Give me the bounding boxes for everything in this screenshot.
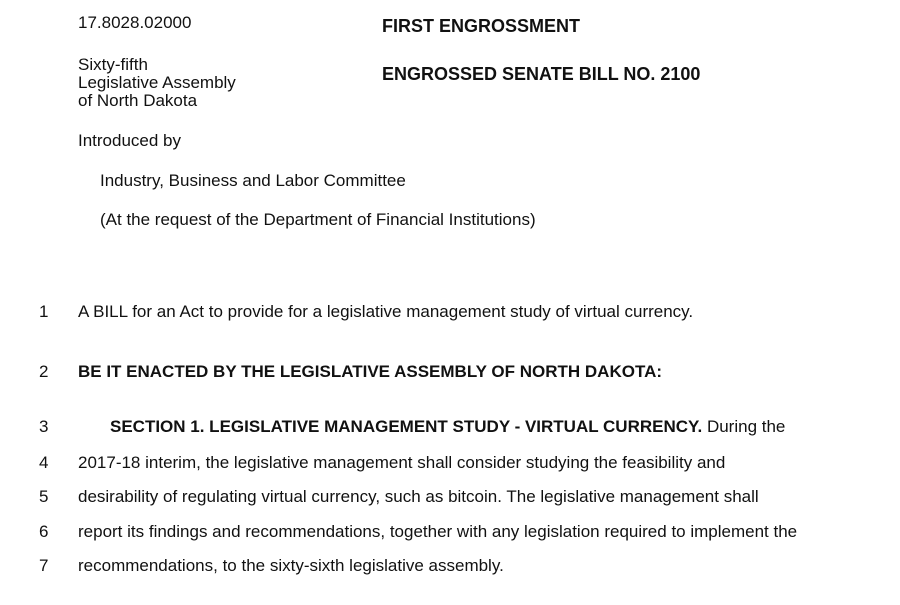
introduced-by-label: Introduced by (78, 131, 182, 150)
bill-code: 17.8028.02000 (78, 13, 192, 32)
assembly-line-3: of North Dakota (78, 91, 198, 110)
line-number: 5 (39, 487, 49, 506)
bill-title: ENGROSSED SENATE BILL NO. 2100 (382, 64, 701, 84)
assembly-line-2: Legislative Assembly (78, 73, 236, 92)
committee-name: Industry, Business and Labor Committee (100, 171, 406, 190)
line-number: 6 (39, 522, 49, 541)
enacting-clause: BE IT ENACTED BY THE LEGISLATIVE ASSEMBLY OF NORTH DAKOTA: (78, 362, 663, 381)
line-number: 1 (39, 302, 49, 321)
line-text: desirability of regulating virtual currency, such as bitcoin. The legislative management shall (78, 487, 759, 506)
line-text: report its findings and recommendations, together with any legislation required to implement the (78, 522, 798, 541)
line-text (110, 417, 785, 437)
request-note: (At the request of the Department of Financial Institutions) (100, 210, 536, 229)
line-number: 2 (39, 362, 49, 381)
line-number: 4 (39, 453, 49, 472)
section-text: During the (702, 417, 786, 436)
line-number: 3 (39, 417, 49, 436)
engrossment-heading: FIRST ENGROSSMENT (382, 16, 581, 36)
line-text: recommendations, to the sixty-sixth legislative assembly. (78, 556, 504, 575)
section-heading: SECTION 1. LEGISLATIVE MANAGEMENT STUDY - VIRTUAL CURRENCY. (110, 417, 703, 436)
line-text: 2017-18 interim, the legislative management shall consider studying the feasibility and (78, 453, 726, 472)
line-text: A BILL for an Act to provide for a legislative management study of virtual currency. (78, 302, 694, 321)
assembly-line-1: Sixty-fifth (78, 55, 148, 74)
line-number: 7 (39, 556, 49, 575)
